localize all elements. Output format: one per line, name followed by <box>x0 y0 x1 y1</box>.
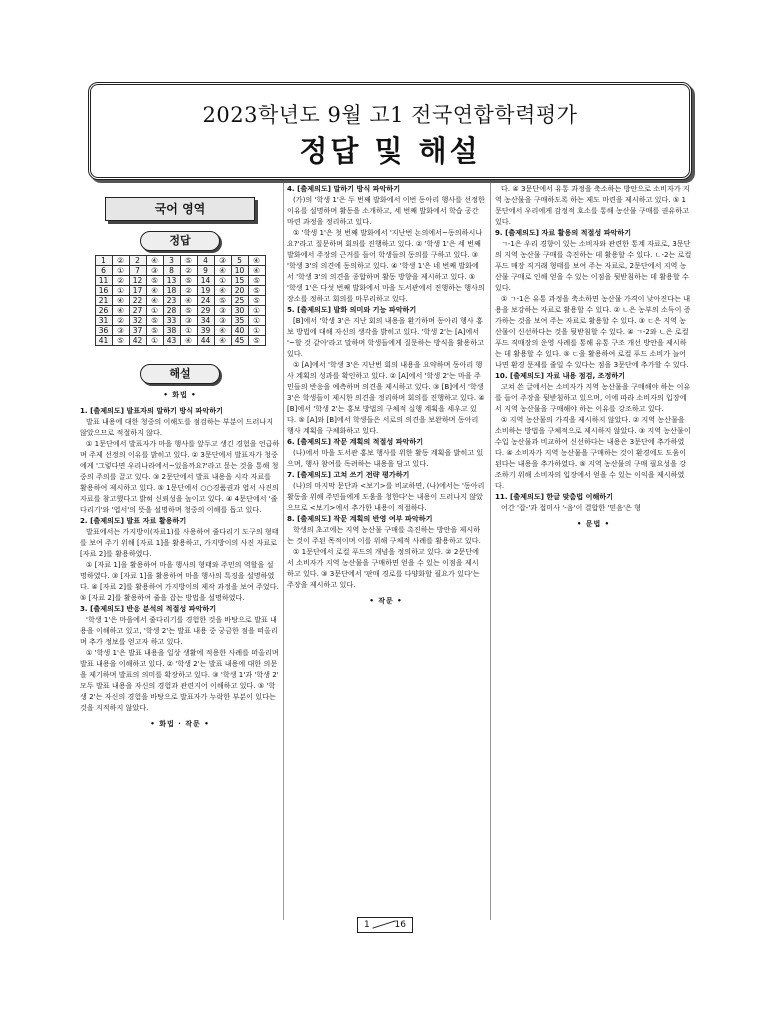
question-number: 39 <box>197 326 214 336</box>
question-number: 2 <box>129 256 146 266</box>
answer-choice: ⑤ <box>180 306 197 316</box>
explanation-text: ① [A]에서 '학생 3'은 지난번 회의 내용을 요약하며 동아리 행사 계획의 성과를 확인하고 있다. ② [A]에서 '학생 2'는 마을 주민들의 반응을 예측하며 의견을 제시하고 있다. ③ [B]에서 '학생 3'은 학생들이 제시한 의견을 정리하며 회의를 진행하고 있다. ④ [B]에서 '학생 2'는 홍보 방법의 구체적 실행 계획을 세우고 있다. ⑤ [A]와 [B]에서 학생들은 서로의 의견을 보완하며 동아리 행사 계획을 구체화하고 있다. <box>287 360 485 435</box>
explanation-text: ① 1문단에서 발표자가 마을 행사를 앞두고 생긴 경험을 언급하며 주제 선정의 이유를 밝히고 있다. ② 3문단에서 발표자가 청중에게 '그렇다면 우리나라에서~있을까요?'라고 묻는 것을 통해 청중의 주의를 끌고 있다. ③ 2문단에서 발표 내용을 시각 자료를 활용하여 제시하고 있다. ⑤ 1문단에서 ○○경품권과 엽서 사진의 자료를 참고했다고 밝혀 신뢰성을 높이고 있다. ④ 4문단에서 '줄다리기'와 '엽서'의 뜻을 설명하며 청중의 이해를 돕고 있다. <box>80 439 280 514</box>
explanation-label: 해설 <box>140 364 220 384</box>
question-number: 4 <box>197 256 214 266</box>
question-number: 5 <box>231 256 248 266</box>
question-number: 9 <box>197 266 214 276</box>
question-number: 19 <box>197 286 214 296</box>
answer-choice: ② <box>180 286 197 296</box>
answer-row <box>95 286 265 296</box>
explanation-text: (나)에서 마을 도서관 홍보 행사를 위한 활동 계획을 밝히고 있으며, 행사 참여를 독려하는 내용을 담고 있다. <box>287 448 484 468</box>
question-number: 13 <box>163 276 180 286</box>
answer-choice: ③ <box>214 256 231 266</box>
answer-table <box>95 255 266 346</box>
explanation-text: ① ㄱ-1은 유통 과정을 축소하면 농산물 가격이 낮아진다는 내용을 보강하는 자료로 활용할 수 있다. ② ㄴ은 농부의 소득이 증가하는 것을 보여 주는 자료로 활용할 수 있다. ③ ㄷ은 지역 농산물이 신선하다는 것을 뒷받침할 수 있다. ④ ㄱ-2와 ㄴ은 로컬 푸드 직매장의 운영 사례를 통해 유통 구조 개선 방안을 제시하는 데 활용할 수 있다. ⑤ ㄷ을 활용하여 로컬 푸드 소비가 늘어나면 환경 문제를 줄일 수 있다는 점을 3문단에 추가할 수 있다. <box>495 294 691 369</box>
answer-choice: ④ <box>214 336 231 346</box>
answer-choice: ④ <box>214 266 231 276</box>
answer-row <box>95 266 265 276</box>
answer-choice: ⑤ <box>248 286 265 296</box>
answer-choice: ④ <box>214 286 231 296</box>
question-number: 8 <box>163 266 180 276</box>
explanation-text: 어간 '잡-'과 접미사 '-음'이 결합한 '믿음'은 형 <box>501 503 641 512</box>
question-heading: 6. [출제의도] 작문 계획의 적절성 파악하기 <box>287 437 424 446</box>
question-number: 29 <box>197 306 214 316</box>
answer-choice: ④ <box>248 266 265 276</box>
column-divider <box>490 183 491 920</box>
answer-choice: ③ <box>180 316 197 326</box>
answer-choice: ① <box>248 316 265 326</box>
explanation-text: ① 1문단에서 로컬 푸드의 개념을 정의하고 있다. ② 2문단에서 소비자가 지역 농산물을 구매하면 얻을 수 있는 이점을 제시하고 있다. ③ 3문단에서 '판매 경로를 다양화할 필요가 있다'는 주장을 제시하고 있다. <box>287 547 480 589</box>
explanation-list <box>287 183 485 590</box>
explanation-list <box>80 405 280 713</box>
answer-choice: ④ <box>180 336 197 346</box>
answer-choice: ⑤ <box>112 336 129 346</box>
question-number: 45 <box>231 336 248 346</box>
answer-choice: ① <box>146 306 163 316</box>
answer-choice: ② <box>112 316 129 326</box>
question-number: 6 <box>95 266 112 276</box>
answer-choice: ⑤ <box>146 276 163 286</box>
question-heading: 4. [출제의도] 말하기 방식 파악하기 <box>287 184 401 193</box>
answer-choice: ② <box>112 256 129 266</box>
answer-choice: ② <box>112 276 129 286</box>
question-heading: 3. [출제의도] 반응 분석의 적절성 파악하기 <box>80 604 217 613</box>
answer-choice: ④ <box>180 296 197 306</box>
answer-choice: ④ <box>112 306 129 316</box>
total-pages: 16 <box>394 920 406 930</box>
question-number: 22 <box>129 296 146 306</box>
page-slash <box>372 920 395 928</box>
explanation-list <box>495 183 692 513</box>
answer-choice: ② <box>180 266 197 276</box>
question-number: 24 <box>197 296 214 306</box>
question-number: 21 <box>95 296 112 306</box>
explanation-text: 발표 내용에 대한 청중의 이해도를 점검하는 부분이 드러나지 않았으므로 적절하지 않다. <box>80 417 274 437</box>
question-number: 17 <box>129 286 146 296</box>
explanation-text: (가)의 '학생 1'은 두 번째 발화에서 이번 동아리 행사를 선정한 이유를 설명하며 활동을 소개하고, 세 번째 발화에서 학습 공간 마련 과정을 정리하고 있다. <box>287 195 485 226</box>
answer-choice: ④ <box>146 256 163 266</box>
question-number: 38 <box>163 326 180 336</box>
answer-choice: ③ <box>112 326 129 336</box>
answers-label: 정답 <box>140 231 220 251</box>
answer-choice: ③ <box>146 266 163 276</box>
question-heading: 2. [출제의도] 발표 자료 활용하기 <box>80 516 187 525</box>
answer-choice: ④ <box>146 286 163 296</box>
question-number: 41 <box>95 336 112 346</box>
title-box <box>88 82 692 180</box>
part-writing-label: • 화법 · 작문 • <box>150 720 210 728</box>
answer-choice: ④ <box>248 256 265 266</box>
question-number: 32 <box>129 316 146 326</box>
question-heading: 1. [출제의도] 발표자의 말하기 방식 파악하기 <box>80 406 223 415</box>
question-heading: 8. [출제의도] 작문 계획의 반영 여부 파악하기 <box>287 514 433 523</box>
question-number: 12 <box>129 276 146 286</box>
part-speech-label: • 화법 • <box>163 391 197 399</box>
question-number: 14 <box>197 276 214 286</box>
subject-title: 국어 영역 <box>105 197 255 221</box>
answer-row <box>95 316 265 326</box>
column-1 <box>80 183 280 734</box>
column-2 <box>287 183 485 611</box>
explanation-text: ① 지역 농산물의 가격을 제시하지 않았다. ② 지역 농산물을 소비하는 방법을 구체적으로 제시하지 않았다. ③ 지역 농산물이 수입 농산물과 비교하여 신선하다는 내용은 3문단에 추가하였다. ④ 소비자가 지역 농산물을 구매하는 것이 환경에도 도움이 된다는 내용을 추가하였다. ⑤ 지역 농산물의 구매 필요성을 강조하기 위해 소비자의 입장에서 얻을 수 있는 이익을 제시하였다. <box>495 415 691 490</box>
question-number: 40 <box>231 326 248 336</box>
question-number: 44 <box>197 336 214 346</box>
explanation-text: (나)의 마지막 문단과 <보기>를 비교하면, (나)에서는 '동아리 활동을 위해 주민들에게 도움을 청한다'는 내용이 드러나지 않았으므로 <보기>에서 추가한 내용이 적절하다. <box>287 481 485 512</box>
explanation-text: ① '학생 1'은 발표 내용을 일상 생활에 적용한 사례를 떠올리며 발표 내용을 이해하고 있다. ② '학생 2'는 발표 내용에 대한 의문을 제기하며 발표의 의미를 확장하고 있다. ③ '학생 1'과 '학생 2' 모두 발표 내용을 자신의 경험과 관련지어 이해하고 있다. ⑤ '학생 2'는 자신의 경험을 바탕으로 발표자가 누락한 부분이 있다는 것을 지적하지 않았다. <box>80 648 279 712</box>
answer-choice: ① <box>112 266 129 276</box>
question-number: 36 <box>95 326 112 336</box>
answer-choice: ① <box>248 326 265 336</box>
question-heading: 7. [출제의도] 고쳐 쓰기 전략 평가하기 <box>287 470 410 479</box>
explanation-text: ① '학생 1'은 첫 번째 발화에서 '지난번 논의에서~동의하시나요?'라고 질문하며 회의를 진행하고 있다. ② '학생 1'은 세 번째 발화에서 주장의 근거를 들어 학생들의 동의를 구하고 있다. ③ '학생 3'의 의견에 동의하고 있다. ④ '학생 1'은 네 번째 발화에서 '학생 3'의 의견을 종합하며 활동 방향을 제시하고 있다. ⑤ '학생 1'은 다섯 번째 발화에서 마을 도서관에서 진행하는 행사의 장소를 정하고 회의를 마무리하고 있다. <box>287 228 485 303</box>
question-number: 3 <box>163 256 180 266</box>
answer-choice: ④ <box>112 296 129 306</box>
question-number: 30 <box>231 306 248 316</box>
answer-choice: ⑤ <box>180 276 197 286</box>
question-number: 20 <box>231 286 248 296</box>
answer-choice: ④ <box>214 326 231 336</box>
answer-choice: ④ <box>146 296 163 306</box>
question-heading: 9. [출제의도] 자료 활용의 적절성 파악하기 <box>495 228 632 237</box>
answer-row <box>95 336 265 346</box>
question-number: 15 <box>231 276 248 286</box>
column-3 <box>495 183 692 534</box>
question-number: 43 <box>163 336 180 346</box>
answer-choice: ⑤ <box>146 316 163 326</box>
question-number: 26 <box>95 306 112 316</box>
answer-choice: ③ <box>214 316 231 326</box>
question-number: 27 <box>129 306 146 316</box>
exam-title: 2023학년도 9월 고1 전국연합학력평가 <box>202 103 578 127</box>
explanation-text: 학생의 초고에는 지역 농산물 구매를 촉진하는 방안을 제시하는 것이 주된 목적이며 이를 위해 구체적 사례를 활용하고 있다. <box>287 525 481 545</box>
current-page: 1 <box>364 920 370 930</box>
question-number: 42 <box>129 336 146 346</box>
question-number: 25 <box>231 296 248 306</box>
answer-row <box>95 256 265 266</box>
question-number: 11 <box>95 276 112 286</box>
explanation-text: ① [자료 1]을 활용하여 마을 행사의 형태와 주민의 역할을 설명하였다. ③ [자료 1]을 활용하여 마을 행사의 특징을 설명하였다. ④ [자료 2]를 활용하여 가지방이의 제작 과정을 보여 주었다. ⑤ [자료 2]를 활용하여 줄을 잡는 방법을 설명하였다. <box>80 560 279 602</box>
question-number: 33 <box>163 316 180 326</box>
answer-choice: ⑤ <box>146 326 163 336</box>
question-number: 18 <box>163 286 180 296</box>
question-heading: 11. [출제의도] 한글 맞춤법 이해하기 <box>495 492 614 501</box>
answer-choice: ① <box>248 306 265 316</box>
answer-choice: ① <box>180 326 197 336</box>
question-number: 35 <box>231 316 248 326</box>
question-number: 28 <box>163 306 180 316</box>
question-number: 1 <box>95 256 112 266</box>
column-divider <box>283 183 284 920</box>
answer-choice: ③ <box>214 306 231 316</box>
question-number: 37 <box>129 326 146 336</box>
answer-choice: ⑤ <box>248 296 265 306</box>
question-number: 10 <box>231 266 248 276</box>
question-heading: 5. [출제의도] 발화 의미와 기능 파악하기 <box>287 305 417 314</box>
page-number <box>357 917 413 933</box>
answer-row <box>95 326 265 336</box>
question-number: 16 <box>95 286 112 296</box>
question-number: 34 <box>197 316 214 326</box>
answer-row <box>95 306 265 316</box>
part-composition-label: • 작문 • <box>369 597 403 605</box>
question-heading: 10. [출제의도] 자료 내용 점검, 조정하기 <box>495 371 626 380</box>
answer-row <box>95 296 265 306</box>
part-grammar-label: • 문법 • <box>576 520 611 528</box>
explanation-text: [B]에서 '학생 3'은 지난 회의 내용을 환기하며 동아리 행사 홍보 방법에 대해 자신의 생각을 밝히고 있다. '학생 2'는 [A]에서 '~할 것 같아'라고 말하며 학생들에게 질문하는 방식을 활용하고 있다. <box>287 316 484 358</box>
explanation-text: ㄱ-1은 우리 경향이 있는 소비자와 관련한 통계 자료로, 3문단의 지역 농산물 구매를 촉진하는 데 활용할 수 있다. ㄴ-2는 로컬 푸드 매장 직거래 형태를 보여 주는 자료로, 2문단에서 지역 농산물 구매로 인해 얻을 수 있는 이점을 뒷받침하는 데 활용할 수 있다. <box>495 239 692 292</box>
explanation-text: 발표에서는 가지방이(자료1)를 사용하여 줄다리기 도구의 형태를 보여 주기 위해 [자료 1]을 활용하고, 가지방이의 사진 자료로 [자료 2]를 활용하였다. <box>80 527 279 558</box>
exam-subtitle: 정답 및 해설 <box>299 134 481 168</box>
question-number: 31 <box>95 316 112 326</box>
question-number: 23 <box>163 296 180 306</box>
answer-choice: ⑤ <box>248 336 265 346</box>
answer-choice: ⑤ <box>248 276 265 286</box>
answer-choice: ① <box>112 286 129 296</box>
question-number: 7 <box>129 266 146 276</box>
explanation-text: 다. ④ 3문단에서 유통 과정을 축소하는 방안으로 소비자가 지역 농산물을 구매하도록 하는 제도 마련을 제시하고 있다. ⑤ 1문단에서 우리에게 감정적 호소를 통해 농산물 구매를 권유하고 있다. <box>495 184 690 226</box>
explanation-text: 고쳐 쓴 글에서는 소비자가 지역 농산물을 구매해야 하는 이유를 들어 주장을 뒷받침하고 있으며, 이에 따라 소비자의 입장에서 지역 농산물을 구매해야 하는 이유를 강조하고 있다. <box>495 382 691 413</box>
answer-choice: ① <box>146 336 163 346</box>
answer-row <box>95 276 265 286</box>
answer-choice: ① <box>214 276 231 286</box>
explanation-text: '학생 1'은 마을에서 줄다리기를 경험한 것을 바탕으로 발표 내용을 이해하고 있고, '학생 2'는 발표 내용 중 궁금한 점을 떠올리며 추가 정보를 얻고자 하고 있다. <box>80 615 278 646</box>
answer-choice: ⑤ <box>180 256 197 266</box>
answer-choice: ⑤ <box>214 296 231 306</box>
